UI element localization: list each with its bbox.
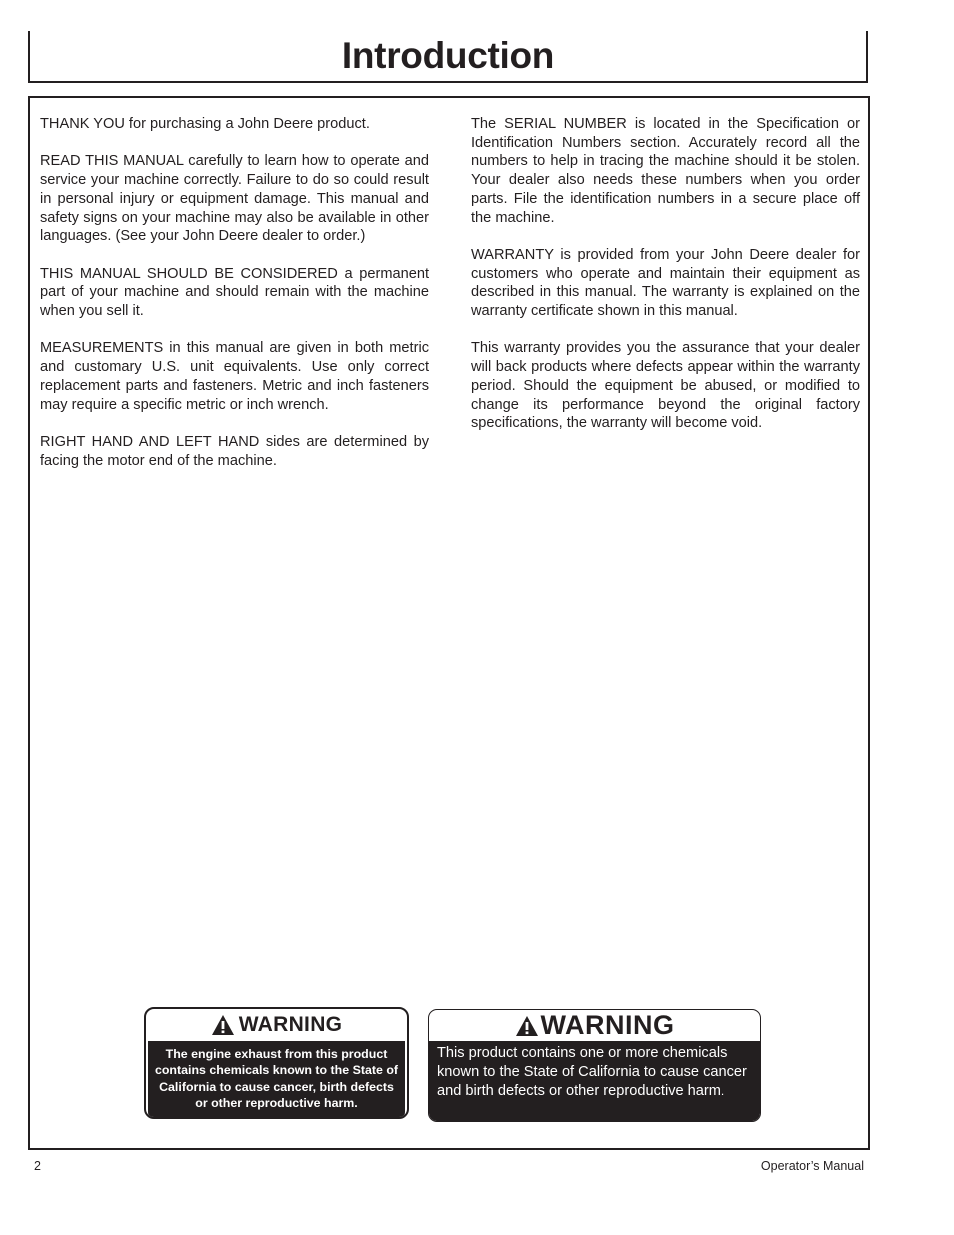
warning-triangle-icon bbox=[515, 1015, 539, 1037]
paragraph-serial-number: The SERIAL NUMBER is located in the Specification or Identification Numbers section. Accurately record all the numbers to help in tracing the machine should it be stolen. Your dealer also needs these numbers when you order parts. File the identification numbers in a secure place off the machine. bbox=[471, 116, 860, 226]
product-chemicals-warning-label bbox=[428, 1009, 761, 1122]
left-column bbox=[40, 115, 429, 489]
title-box bbox=[28, 31, 868, 83]
warning-header bbox=[146, 1009, 407, 1041]
warning-text: The engine exhaust from this product contains chemicals known to the State of California to cause cancer, birth defects or other reproductive harm. bbox=[148, 1041, 405, 1119]
paragraph-thank-you: THANK YOU for purchasing a John Deere product. bbox=[40, 116, 370, 132]
content-box bbox=[28, 96, 870, 1150]
page-title: Introduction bbox=[341, 35, 555, 76]
manual-name: Operator’s Manual bbox=[760, 1159, 864, 1173]
paragraph-right-left-hand: RIGHT HAND AND LEFT HAND sides are determined by facing the motor end of the machine. bbox=[40, 433, 429, 469]
warning-body bbox=[429, 1041, 760, 1121]
warning-text: This product contains one or more chemicals known to the State of California to cause cancer and birth defects or other reproductive harm bbox=[437, 1045, 747, 1099]
warning-header bbox=[429, 1010, 760, 1041]
warning-heading: WARNING bbox=[238, 1013, 343, 1036]
warning-triangle-icon bbox=[211, 1014, 235, 1036]
page-number: 2 bbox=[34, 1159, 41, 1173]
paragraph-read-manual: READ THIS MANUAL carefully to learn how to operate and service your machine correctly. Failure to do so could result in personal injury or equipment damage. This manual and safety signs on your machine may also be available in other languages. (See your John Deere dealer to order.) bbox=[40, 153, 429, 245]
paragraph-warranty-assurance: This warranty provides you the assurance that your dealer will back products where defects appear within the warranty period. Should the equipment be abused, or modified to change its performance beyond the original factory specifications, the warranty will become void. bbox=[471, 340, 860, 432]
warning-text-tail: . bbox=[720, 1084, 725, 1098]
engine-exhaust-warning-label bbox=[144, 1007, 409, 1119]
right-column bbox=[471, 115, 860, 452]
paragraph-measurements: MEASUREMENTS in this manual are given in both metric and customary U.S. unit equivalents. Use only correct replacement parts and fasteners. Metric and inch fasteners may require a specific metric or inch wrench. bbox=[40, 340, 429, 413]
paragraph-manual-permanent: THIS MANUAL SHOULD BE CONSIDERED a permanent part of your machine and should remain with the machine when you sell it. bbox=[40, 265, 429, 319]
warning-heading: WARNING bbox=[540, 1010, 675, 1040]
paragraph-warranty: WARRANTY is provided from your John Deere dealer for customers who operate and maintain their equipment as described in this manual. The warranty is explained on the warranty certificate shown in this manual. bbox=[471, 246, 860, 320]
